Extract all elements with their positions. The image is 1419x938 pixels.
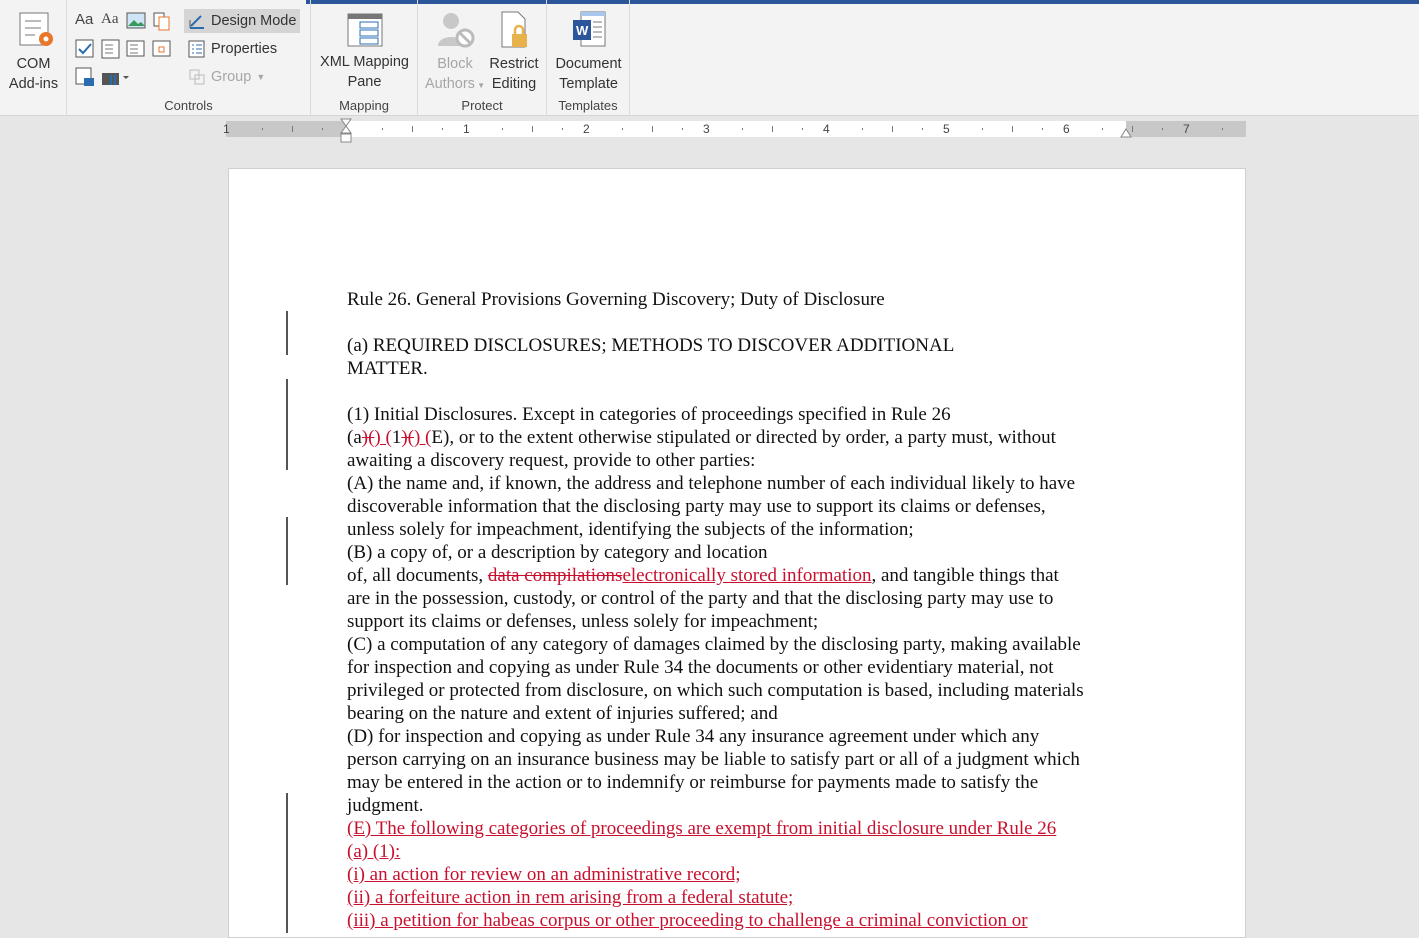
deleted-text: )( bbox=[401, 427, 414, 448]
ruler-tick bbox=[412, 126, 413, 132]
ruler-tick bbox=[562, 128, 563, 130]
repeating-section-icon[interactable] bbox=[75, 67, 95, 87]
inserted-text: (ii) a forfeiture action in rem arising from a federal statute; bbox=[347, 887, 794, 908]
combo-box-icon[interactable] bbox=[101, 39, 121, 59]
indent-marker-icon[interactable] bbox=[340, 118, 354, 144]
horizontal-ruler[interactable]: 1 1 2 3 4 5 6 7 bbox=[226, 121, 1246, 137]
document-template-button[interactable]: W Document Template bbox=[547, 10, 630, 94]
ruler-tick bbox=[502, 128, 503, 130]
chevron-down-icon: ▼ bbox=[474, 81, 486, 90]
checkbox-control-icon[interactable] bbox=[75, 39, 95, 59]
ruler-tick bbox=[322, 128, 323, 130]
com-addins-icon bbox=[14, 10, 54, 50]
paragraph-line: (a)() (1)() (E), or to the extent otherwise stipulated or directed by order, a party must, without bbox=[347, 427, 1056, 448]
ruler-tick bbox=[682, 128, 683, 130]
ruler-tick bbox=[1222, 128, 1223, 130]
group-templates: W Document Template Templates bbox=[547, 0, 630, 116]
restrict-editing-button[interactable]: Restrict Editing bbox=[486, 10, 542, 94]
inserted-text: (E) The following categories of proceedings are exempt from initial disclosure under Rule 26 bbox=[347, 818, 1057, 839]
properties-icon bbox=[188, 40, 206, 58]
xml-mapping-pane-button[interactable]: XML Mapping Pane bbox=[311, 12, 418, 92]
rich-text-control-icon[interactable]: Aa bbox=[75, 11, 94, 28]
inserted-text: ) ( bbox=[374, 427, 392, 448]
ruler-tick bbox=[442, 128, 443, 130]
ruler-tick bbox=[1102, 128, 1103, 130]
change-bar bbox=[286, 793, 288, 933]
design-mode-icon bbox=[188, 12, 206, 30]
inserted-text: (i) an action for review on an administrative record; bbox=[347, 864, 741, 885]
inserted-text: ) ( bbox=[413, 427, 432, 448]
svg-text:W: W bbox=[575, 23, 588, 38]
deleted-text: data compilations bbox=[487, 565, 623, 586]
group-addins bbox=[0, 0, 67, 116]
inserted-text: (a) (1): bbox=[347, 841, 401, 862]
group-mapping: XML Mapping Pane Mapping bbox=[311, 0, 418, 116]
ruler-tick bbox=[292, 126, 293, 132]
design-mode-button[interactable]: Design Mode bbox=[184, 9, 300, 33]
ruler-tick bbox=[982, 128, 983, 130]
ruler-tick bbox=[1132, 126, 1133, 132]
com-addins-button[interactable]: COM Add-ins bbox=[0, 10, 67, 94]
block-authors-button[interactable]: Block Authors ▼ bbox=[420, 10, 490, 96]
ruler-tick bbox=[862, 128, 863, 130]
group-button[interactable]: Group ▼ bbox=[184, 65, 269, 89]
group-controls: Aa Aa Design Mode Properties Group ▼ Controls bbox=[67, 0, 311, 116]
plain-text-control-icon[interactable]: Aa bbox=[101, 11, 119, 27]
document-body[interactable]: Rule 26. General Provisions Governing Discovery; Duty of Disclosure (a) REQUIRED DISCLOSURES; METHODS TO DISCOVER ADDITIONAL MATTER. (1) Initial Disclosures. Except in categories of proceedings specified in Rule 26 (a)() (1)() (E), or to the extent otherwise stipulated or directed by order, a party must, without awaiting a discovery request, provide to other parties: (A) the name and, if known, the address and telephone number of each individual likely to have discoverable information that the disclosing party may use to support its claims or defenses, unless solely for impeachment, identifying the subjects of the information; (B) a copy of, or a description by category and location of, all documents, data compilationselectronically stored information, and tangible things that are in the possession, custody, or control of the party and that the disclosing party may use to support its claims or defenses, unless solely for impeachment; (C) a computation of any category of damages claimed by the disclosing party, making available for inspection and copying as under Rule 34 the documents or other evidentiary material, not privileged or protected from disclosure, on which such computation is based, including materials bearing on the nature and extent of injuries suffered; and (D) for inspection and copying as under Rule 34 any insurance agreement under which any person carrying on an insurance business may be liable to satisfy part or all of a judgment which may be entered in the action or to indemnify or reimburse for payments made to satisfy the judgment. (E) The following categories of proceedings are exempt from initial disclosure under Rule 26 (a) (1): (i) an action for review on an administrative record; (ii) a forfeiture action in rem arising from a federal statute; (iii) a petition for habeas corpus or other proceeding to challenge a criminal conviction or bbox=[347, 288, 1137, 932]
ruler-tick bbox=[772, 126, 773, 132]
picture-control-icon[interactable] bbox=[126, 11, 146, 31]
change-bar bbox=[286, 311, 288, 355]
ruler-tick bbox=[382, 128, 383, 130]
ruler-tick bbox=[652, 126, 653, 132]
group-protect: Block Authors ▼ Restrict Editing Protect bbox=[418, 0, 547, 116]
ruler-tick bbox=[802, 128, 803, 130]
properties-button[interactable]: Properties bbox=[184, 37, 281, 61]
ruler-tick bbox=[922, 128, 923, 130]
dropdown-list-icon[interactable] bbox=[126, 39, 146, 59]
ruler-tick bbox=[742, 128, 743, 130]
ruler-tick bbox=[1042, 128, 1043, 130]
legacy-tools-icon[interactable] bbox=[101, 67, 131, 87]
word-document-icon bbox=[569, 10, 609, 50]
ruler-tick bbox=[622, 128, 623, 130]
inserted-text: (iii) a petition for habeas corpus or other proceeding to challenge a criminal conviction or bbox=[347, 910, 1028, 931]
deleted-text: )( bbox=[361, 427, 375, 448]
document-title: Rule 26. General Provisions Governing Discovery; Duty of Disclosure bbox=[347, 289, 885, 310]
change-bar bbox=[286, 379, 288, 470]
right-indent-marker-icon[interactable] bbox=[1120, 127, 1132, 139]
restrict-editing-icon bbox=[494, 10, 534, 50]
paragraph-line: of, all documents, data compilationselectronically stored information, and tangible things that bbox=[347, 565, 1059, 586]
change-bar bbox=[286, 517, 288, 585]
block-authors-icon bbox=[435, 10, 475, 50]
ribbon bbox=[0, 0, 1419, 116]
xml-mapping-icon bbox=[345, 12, 385, 48]
ruler-tick bbox=[1012, 126, 1013, 132]
ruler-tick bbox=[532, 126, 533, 132]
ruler-tick bbox=[1162, 128, 1163, 130]
ruler-tick bbox=[892, 126, 893, 132]
date-picker-icon[interactable] bbox=[152, 39, 172, 59]
building-block-icon[interactable] bbox=[152, 11, 172, 31]
group-icon bbox=[188, 68, 206, 86]
chevron-down-icon: ▼ bbox=[256, 72, 266, 82]
ruler-tick bbox=[262, 128, 263, 130]
inserted-text: electronically stored information bbox=[622, 565, 872, 586]
